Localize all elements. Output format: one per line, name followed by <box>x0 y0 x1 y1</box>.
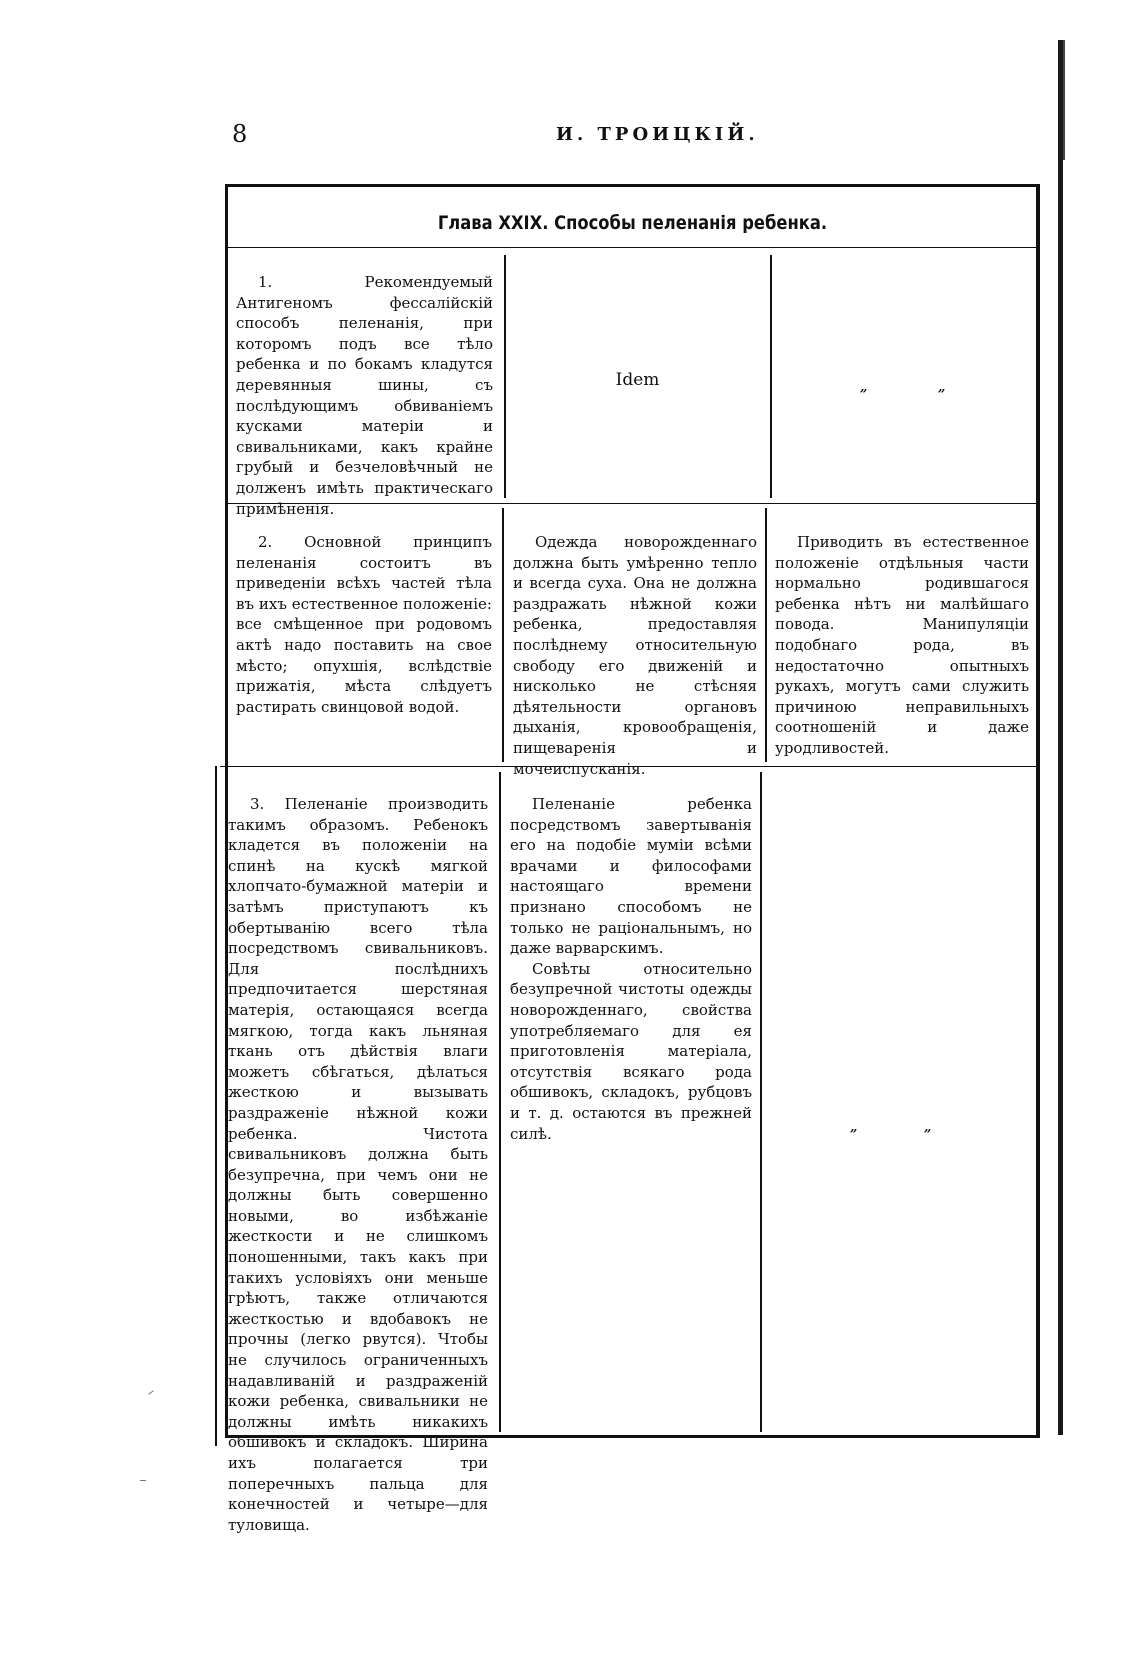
row1-col1-paragraph: 1. Рекомендуемый Антигеномъ фессалійскій способъ пеленанія, при которомъ подъ все тѣло ребенка и по бокамъ кладутся деревянныя шины, съ послѣдующимъ обвиваніемъ кусками матеріи и свивальниками, какъ крайне грубый и безчеловѣчный не долженъ имѣть практическаго примѣненія. <box>236 273 493 518</box>
row3-col3-ditto-1: „ <box>850 1120 858 1135</box>
col-divider-a-row3 <box>499 772 501 1432</box>
page-number: 8 <box>232 120 248 148</box>
scan-edge-mark <box>1058 40 1063 1435</box>
row1-col3-ditto-2: „ <box>938 380 946 395</box>
col-divider-b-row3 <box>760 772 762 1432</box>
left-rule-row3 <box>215 766 217 1446</box>
heading-rule <box>228 247 1036 248</box>
row2-col1-text <box>236 532 492 717</box>
row3-col1-paragraph: 3. Пеленаніе производить такимъ образомъ. Ребенокъ кладется въ положеніи на спинѣ на кускѣ мягкой хлопчато-бумажной матеріи и затѣмъ приступаютъ къ обертыванію всего тѣла посредствомъ свивальниковъ. Для послѣднихъ предпочитается шерстяная матерія, остающаяся всегда мягкою, тогда какъ льняная ткань отъ дѣйствія влаги можетъ сбѣгаться, дѣлаться жесткою и вызывать раздраженіе нѣжной кожи ребенка. Чистота свивальниковъ должна быть безупречна, при чемъ они не должны быть совершенно новыми, во избѣжаніе жесткости и не слишкомъ поношенными, такъ какъ при такихъ условіяхъ они меньше грѣютъ, также отличаются жесткостью и вдобавокъ не прочны (легко рвутся). Чтобы не случилось ограниченныхъ надавливаній и раздраженій кожи ребенка, свивальники не должны имѣть никакихъ обшивокъ и складокъ. Ширина ихъ полагается три поперечныхъ пальца для конечностей и четыре—для туловища. <box>228 795 488 1534</box>
row1-col2-idem: Idem <box>615 370 660 390</box>
row3-col3-ditto-2: „ <box>924 1120 932 1135</box>
scan-speck-2 <box>140 1480 146 1481</box>
row2-col2-text <box>513 532 757 779</box>
row2-col3-text <box>775 532 1029 759</box>
row3-col2-text <box>510 794 752 1144</box>
scan-edge-mark-2 <box>1063 40 1065 160</box>
col-divider-a-row1 <box>504 255 506 498</box>
col-divider-b-row1 <box>770 255 772 498</box>
row1-col1-text <box>236 272 493 519</box>
row3-col2-paragraph-2: Совѣты относительно безупречной чистоты одежды новорожденнаго, свойства употребляемаго для ея приготовленія матеріала, отсутствія всякаго рода обшивокъ, складокъ, рубцовъ и т. д. остаются въ прежней силѣ. <box>510 959 752 1143</box>
row3-col2-paragraph-1: Пеленаніе ребенка посредствомъ завертыванія его на подобіе муміи всѣми врачами и философами настоящаго времени признано способомъ не только не раціональнымъ, но даже варварскимъ. <box>510 795 752 958</box>
row1-col3-ditto-1: „ <box>860 380 868 395</box>
running-title: И. ТРОИЦКІЙ. <box>556 124 759 145</box>
chapter-heading: Глава XXIX. Способы пеленанія ребенка. <box>437 212 828 234</box>
row2-col1-paragraph: 2. Основной принципъ пеленанія состоитъ въ приведеніи всѣхъ частей тѣла въ ихъ естественное положеніе: все смѣщенное при родовомъ актѣ надо поставить на свое мѣсто; опухшія, вслѣдствіе прижатія, мѣста слѣдуетъ растирать свинцовой водой. <box>236 533 492 716</box>
col-divider-a-row2 <box>502 508 504 762</box>
row2-col3-paragraph: Приводить въ естественное положеніе отдѣльныя части нормально родившагося ребенка нѣтъ ни малѣйшаго повода. Манипуляціи подобнаго рода, въ недостаточно опытныхъ рукахъ, могутъ сами служить причиною неправильныхъ соотношеній и даже уродливостей. <box>775 533 1029 757</box>
scan-speck-1 <box>148 1390 153 1394</box>
row2-col2-paragraph: Одежда новорожденнаго должна быть умѣренно тепло и всегда суха. Она не должна раздражать нѣжной кожи ребенка, предоставляя послѣднему относительную свободу его движеній и нисколько не стѣсняя дѣятельности органовъ дыханія, кровообращенія, пищеваренія и мочеиспусканія. <box>513 533 757 778</box>
col-divider-b-row2 <box>765 508 767 762</box>
row3-col1-text <box>228 794 488 1535</box>
